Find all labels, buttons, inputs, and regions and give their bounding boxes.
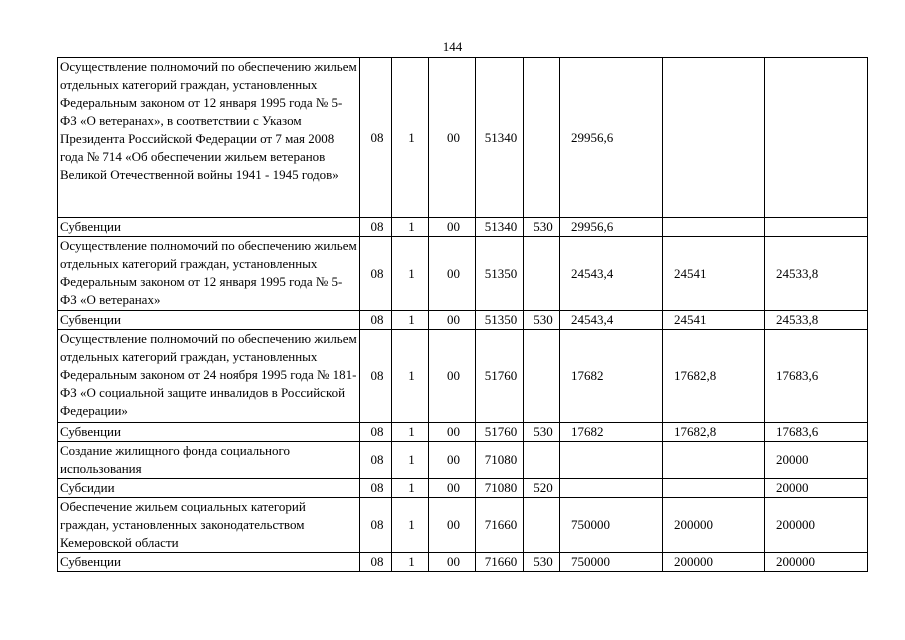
- amount3-cell: 17683,6: [765, 330, 868, 423]
- subsection-cell: 1: [392, 423, 429, 442]
- program-cell: 00: [429, 58, 476, 218]
- amount1-cell: [560, 442, 663, 479]
- amount1-cell: [560, 479, 663, 498]
- program-cell: 00: [429, 218, 476, 237]
- row-name: Субвенции: [58, 423, 360, 442]
- code-cell: 71660: [476, 498, 524, 553]
- section-cell: 08: [360, 442, 392, 479]
- row-name: Осуществление полномочий по обеспечению жильем отдельных категорий граждан, установленных Федеральным законом от 24 ноября 1995 года № 181-ФЗ «О социальной защите инвалидов в Российской Федерации»: [58, 330, 360, 423]
- program-cell: 00: [429, 553, 476, 572]
- expense-type-cell: [524, 442, 560, 479]
- amount2-cell: [663, 479, 765, 498]
- amount3-cell: 200000: [765, 553, 868, 572]
- subsection-cell: 1: [392, 58, 429, 218]
- amount3-cell: 200000: [765, 498, 868, 553]
- expense-type-cell: [524, 498, 560, 553]
- code-cell: 51340: [476, 58, 524, 218]
- code-cell: 51760: [476, 330, 524, 423]
- table-row: [58, 237, 868, 311]
- row-name: Осуществление полномочий по обеспечению жильем отдельных категорий граждан, установленных Федеральным законом от 12 января 1995 года № 5-ФЗ «О ветеранах», в соответствии с Указом Президента Российской Федерации от 7 мая 2008 года № 714 «Об обеспечении жильем ветеранов Великой Отечественной войны 1941 - 1945 годов»: [58, 58, 360, 218]
- section-cell: 08: [360, 58, 392, 218]
- amount2-cell: [663, 58, 765, 218]
- amount3-cell: 20000: [765, 479, 868, 498]
- program-cell: 00: [429, 498, 476, 553]
- amount2-cell: 17682,8: [663, 423, 765, 442]
- amount1-cell: 17682: [560, 423, 663, 442]
- amount3-cell: [765, 218, 868, 237]
- section-cell: 08: [360, 479, 392, 498]
- section-cell: 08: [360, 423, 392, 442]
- expense-type-cell: [524, 58, 560, 218]
- amount2-cell: [663, 218, 765, 237]
- expense-type-cell: 530: [524, 423, 560, 442]
- subsection-cell: 1: [392, 479, 429, 498]
- amount1-cell: 24543,4: [560, 311, 663, 330]
- code-cell: 51350: [476, 237, 524, 311]
- budget-table: [57, 57, 868, 572]
- table-row: [58, 553, 868, 572]
- program-cell: 00: [429, 479, 476, 498]
- amount1-cell: 750000: [560, 498, 663, 553]
- row-name: Осуществление полномочий по обеспечению жильем отдельных категорий граждан, установленных Федеральным законом от 12 января 1995 года № 5-ФЗ «О ветеранах»: [58, 237, 360, 311]
- amount1-cell: 17682: [560, 330, 663, 423]
- program-cell: 00: [429, 311, 476, 330]
- table-row: [58, 442, 868, 479]
- row-name: Субвенции: [58, 553, 360, 572]
- expense-type-cell: 530: [524, 553, 560, 572]
- subsection-cell: 1: [392, 442, 429, 479]
- table-row: [58, 330, 868, 423]
- row-name: Создание жилищного фонда социального использования: [58, 442, 360, 479]
- subsection-cell: 1: [392, 237, 429, 311]
- program-cell: 00: [429, 442, 476, 479]
- subsection-cell: 1: [392, 553, 429, 572]
- section-cell: 08: [360, 498, 392, 553]
- code-cell: 51340: [476, 218, 524, 237]
- expense-type-cell: 530: [524, 218, 560, 237]
- amount3-cell: 20000: [765, 442, 868, 479]
- code-cell: 71080: [476, 479, 524, 498]
- section-cell: 08: [360, 237, 392, 311]
- row-name: Субвенции: [58, 218, 360, 237]
- amount1-cell: 29956,6: [560, 58, 663, 218]
- amount2-cell: 17682,8: [663, 330, 765, 423]
- table-row: [58, 58, 868, 218]
- amount2-cell: 24541: [663, 237, 765, 311]
- code-cell: 71660: [476, 553, 524, 572]
- table-row: [58, 311, 868, 330]
- amount3-cell: 17683,6: [765, 423, 868, 442]
- expense-type-cell: 530: [524, 311, 560, 330]
- code-cell: 71080: [476, 442, 524, 479]
- section-cell: 08: [360, 553, 392, 572]
- amount1-cell: 29956,6: [560, 218, 663, 237]
- amount2-cell: 200000: [663, 498, 765, 553]
- page-number: 144: [442, 39, 463, 54]
- expense-type-cell: 520: [524, 479, 560, 498]
- amount3-cell: [765, 58, 868, 218]
- code-cell: 51350: [476, 311, 524, 330]
- amount2-cell: [663, 442, 765, 479]
- program-cell: 00: [429, 423, 476, 442]
- amount2-cell: 24541: [663, 311, 765, 330]
- section-cell: 08: [360, 330, 392, 423]
- row-name: Обеспечение жильем социальных категорий граждан, установленных законодательством Кемеровской области: [58, 498, 360, 553]
- amount3-cell: 24533,8: [765, 311, 868, 330]
- subsection-cell: 1: [392, 311, 429, 330]
- amount2-cell: 200000: [663, 553, 765, 572]
- section-cell: 08: [360, 311, 392, 330]
- subsection-cell: 1: [392, 330, 429, 423]
- expense-type-cell: [524, 237, 560, 311]
- section-cell: 08: [360, 218, 392, 237]
- code-cell: 51760: [476, 423, 524, 442]
- table-row: [58, 423, 868, 442]
- amount1-cell: 750000: [560, 553, 663, 572]
- row-name: Субвенции: [58, 311, 360, 330]
- table-row: [58, 479, 868, 498]
- amount1-cell: 24543,4: [560, 237, 663, 311]
- row-name: Субсидии: [58, 479, 360, 498]
- table-row: [58, 218, 868, 237]
- subsection-cell: 1: [392, 218, 429, 237]
- table-row: [58, 498, 868, 553]
- program-cell: 00: [429, 330, 476, 423]
- program-cell: 00: [429, 237, 476, 311]
- amount3-cell: 24533,8: [765, 237, 868, 311]
- subsection-cell: 1: [392, 498, 429, 553]
- expense-type-cell: [524, 330, 560, 423]
